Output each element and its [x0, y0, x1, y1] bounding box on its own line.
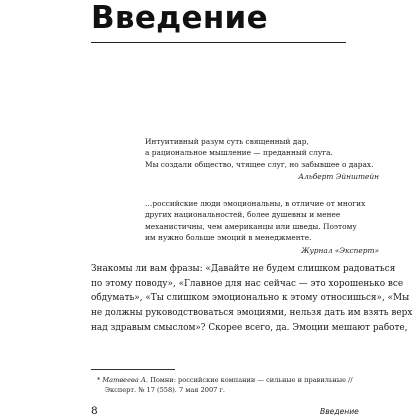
epigraph-line: им нужно больше эмоций в менеджменте.: [145, 233, 312, 243]
page-number: 8: [91, 405, 98, 417]
body-line: Знакомы ли вам фразы: «Давайте не будем слишком радоваться: [91, 264, 396, 274]
footnote-citation: Эксперт. № 17 (558). 7 мая 2007 г.: [105, 386, 225, 395]
body-line: обдумать», «Ты слишком эмоционально к этому относишься», «Мы: [91, 293, 410, 304]
epigraph-source: Журнал «Эксперт»: [301, 245, 379, 255]
epigraph-line: а рациональное мышление — преданный слуга.: [145, 148, 333, 158]
epigraph-line: механистичны, чем американцы или шведы. Поэтому: [145, 221, 357, 231]
epigraph-author: Альберт Эйнштейн: [298, 172, 379, 182]
body-line: по этому поводу», «Главное для нас сейчас — это хорошенько все: [91, 278, 404, 289]
epigraph-expert: [145, 198, 385, 256]
chapter-title: Введение: [91, 0, 268, 36]
body-line: над здравым смыслом»? Скорее всего, да. Эмоции мешают работе,: [91, 322, 408, 333]
footnote-author: Матвеева А.: [102, 376, 148, 384]
running-title: Введение: [320, 407, 359, 416]
epigraph-einstein: [145, 136, 385, 183]
epigraph-line: других национальностей, более душевны и менее: [145, 210, 341, 220]
footnote-title: Помни: российские компании — сильные и правильные //: [150, 376, 353, 384]
body-line: не должны руководствоваться эмоциями, нельзя дать им взять верх: [91, 308, 413, 319]
title-underline: [91, 42, 346, 43]
body-paragraph: [91, 262, 413, 336]
footnote-marker: *: [97, 376, 101, 384]
footnote: [91, 375, 351, 396]
epigraph-line: Мы создали общество, чтящее слуг, но забывшее о дарах.: [145, 159, 374, 169]
epigraph-line: Интуитивный разум суть священный дар,: [145, 137, 309, 146]
epigraph-line: …российские люди эмоциональны, в отличие от многих: [145, 199, 366, 208]
footnote-divider: [91, 369, 175, 370]
